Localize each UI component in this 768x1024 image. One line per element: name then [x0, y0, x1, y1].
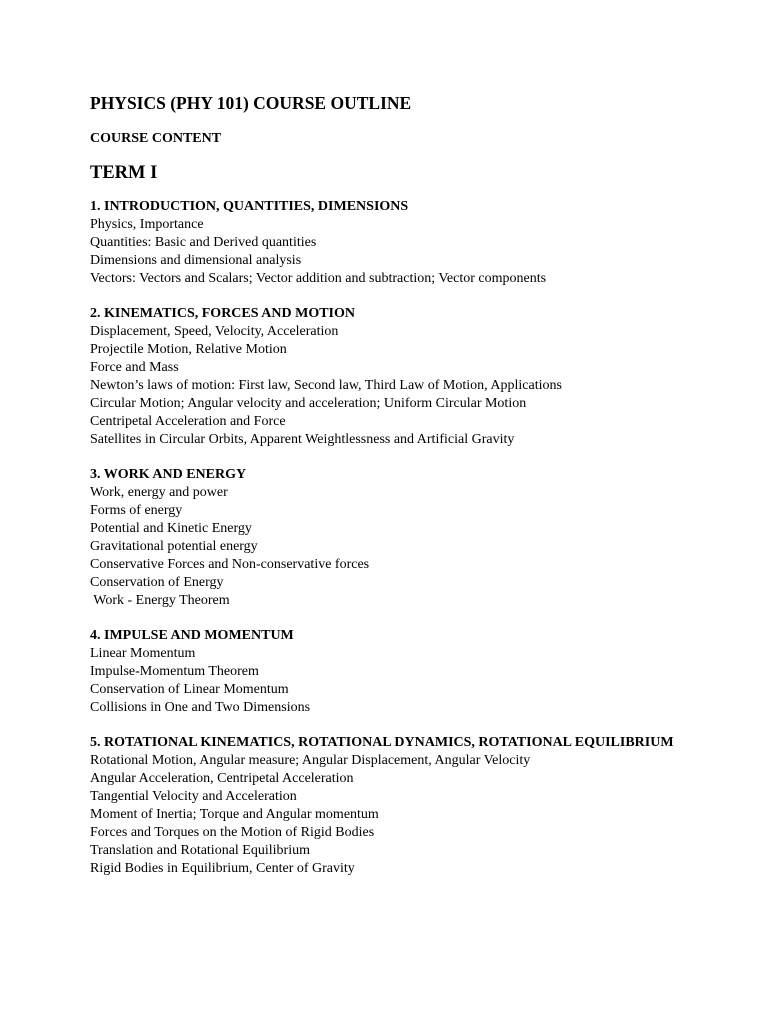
topic-item: Gravitational potential energy	[90, 539, 258, 554]
topic-item: Potential and Kinetic Energy	[90, 521, 252, 536]
topic-list	[90, 484, 730, 610]
section-work-energy	[90, 466, 730, 610]
topic-item: Conservation of Energy	[90, 575, 224, 590]
course-content-heading: COURSE CONTENT	[90, 131, 222, 146]
topic-item: Conservation of Linear Momentum	[90, 682, 289, 697]
topic-list	[90, 216, 730, 288]
topic-item: Projectile Motion, Relative Motion	[90, 342, 287, 357]
topic-item: Collisions in One and Two Dimensions	[90, 700, 311, 715]
document-title: PHYSICS (PHY 101) COURSE OUTLINE	[90, 93, 412, 113]
topic-item: Vectors: Vectors and Scalars; Vector addition and subtraction; Vector components	[90, 271, 547, 286]
topic-item: Forms of energy	[90, 503, 183, 518]
topic-list	[90, 645, 730, 717]
section-impulse-momentum	[90, 627, 730, 717]
section-introduction	[90, 198, 730, 288]
section-heading: 2. KINEMATICS, FORCES AND MOTION	[90, 306, 355, 321]
section-kinematics	[90, 305, 730, 449]
topic-item: Satellites in Circular Orbits, Apparent Weightlessness and Artificial Gravity	[90, 432, 515, 447]
topic-item: Moment of Inertia; Torque and Angular momentum	[90, 807, 379, 822]
section-heading: 5. ROTATIONAL KINEMATICS, ROTATIONAL DYNAMICS, ROTATIONAL EQUILIBRIUM	[90, 735, 674, 750]
section-rotational	[90, 734, 730, 878]
topic-item: Dimensions and dimensional analysis	[90, 253, 302, 268]
topic-item: Physics, Importance	[90, 217, 204, 232]
topic-item: Rotational Motion, Angular measure; Angular Displacement, Angular Velocity	[90, 753, 531, 768]
topic-item: Work, energy and power	[90, 485, 228, 500]
topic-item: Angular Acceleration, Centripetal Acceleration	[90, 771, 354, 786]
document-body	[90, 92, 730, 895]
section-heading: 3. WORK AND ENERGY	[90, 467, 247, 482]
topic-item: Newton’s laws of motion: First law, Second law, Third Law of Motion, Applications	[90, 378, 562, 393]
topic-item: Linear Momentum	[90, 646, 196, 661]
topic-item: Displacement, Speed, Velocity, Acceleration	[90, 324, 339, 339]
topic-item: Conservative Forces and Non-conservative forces	[90, 557, 370, 572]
topic-item: Centripetal Acceleration and Force	[90, 414, 286, 429]
topic-item: Force and Mass	[90, 360, 179, 375]
topic-item: Translation and Rotational Equilibrium	[90, 843, 310, 858]
section-heading: 4. IMPULSE AND MOMENTUM	[90, 628, 294, 643]
topic-item: Impulse-Momentum Theorem	[90, 664, 259, 679]
topic-item: Quantities: Basic and Derived quantities	[90, 235, 317, 250]
topic-list	[90, 323, 730, 449]
term-heading: TERM I	[90, 163, 158, 183]
topic-item: Work - Energy Theorem	[90, 593, 230, 608]
topic-item: Rigid Bodies in Equilibrium, Center of Gravity	[90, 861, 355, 876]
topic-item: Forces and Torques on the Motion of Rigid Bodies	[90, 825, 375, 840]
section-heading: 1. INTRODUCTION, QUANTITIES, DIMENSIONS	[90, 199, 409, 214]
topic-item: Circular Motion; Angular velocity and acceleration; Uniform Circular Motion	[90, 396, 527, 411]
topic-list	[90, 752, 730, 878]
topic-item: Tangential Velocity and Acceleration	[90, 789, 297, 804]
